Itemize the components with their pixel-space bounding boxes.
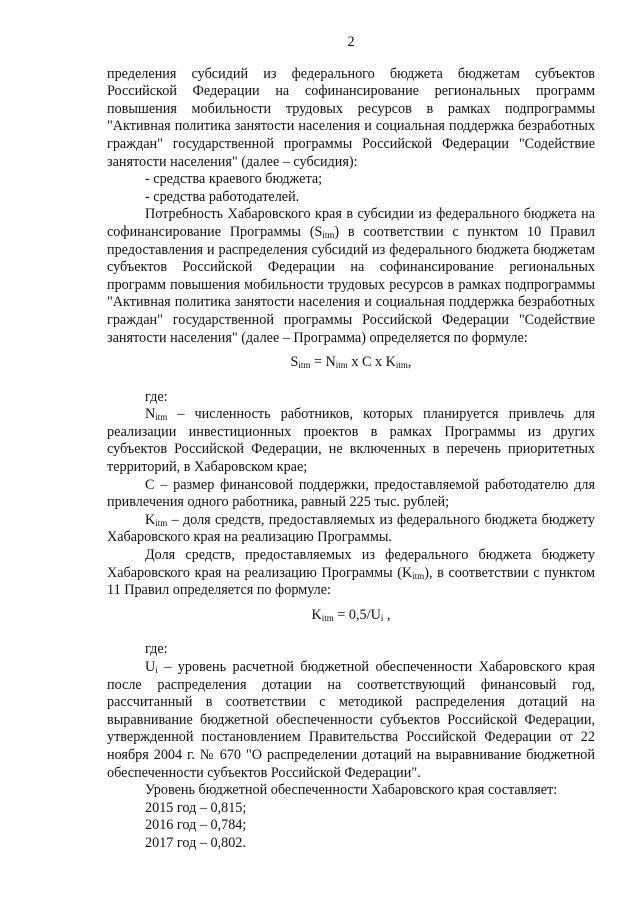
paragraph-share-part-b: ), в соответствии с пунктом 11 Правил определяется по формуле: [107, 564, 595, 599]
year-value-2015: 2015 год – 0,815; [145, 799, 247, 816]
paragraph-subsidy-need-part-b: ) в соответствии с пунктом 10 Правил предоставления и распределения субсидий из федерального бюджета бюджетам субъектов Российской Федерации на софинансирование региональных программ повышения мобильности трудовых ресурсов в рамках подпрограммы "Активная политика занятости населения и социальная поддержка безработных граждан" государственной программы Российской Федерации "Содействие занятости населения" (далее – Программа) определяется по формуле: [107, 223, 595, 346]
definition-u-sub: i [155, 665, 158, 675]
where-label-2: где: [145, 641, 168, 658]
definition-u-text: – уровень расчетной бюджетной обеспеченности Хабаровского края после распределения дотации на соответствующий финансовый год, рассчитанный в соответствии с методикой распределения дотаций на выравнивание бюджетной обеспеченности субъектов Российской Федерации, утвержденной постановлением Правительства Российской Федерации от 22 ноября 2004 г. № 670 "О распределении дотаций на выравнивание бюджетной обеспеченности субъектов Российской Федерации". [107, 659, 595, 781]
paragraph-subsidy-need-subscript: itm [322, 229, 335, 240]
paragraph-subsidy-need-part-a: Потребность Хабаровского края в субсидии из федерального бюджета на софинансирование Программы (S [107, 206, 595, 240]
formula2-eq: = 0,5/U [333, 606, 381, 623]
paragraph-share-part-a: Доля средств, предоставляемых из федерального бюджета бюджету Хабаровского края на реализацию Программы (K [107, 547, 595, 581]
formula-k-itm [107, 607, 595, 625]
list-item-regional-budget: - средства краевого бюджета; [145, 171, 323, 188]
definition-n-var: N [145, 406, 156, 423]
definition-n-itm [107, 406, 595, 476]
definition-n-text: – численность работников, которых планируется привлечь для реализации инвестиционных проектов в рамках Программы из других субъектов Российской Федерации, не включенных в перечень приоритетных территорий, в Хабаровском крае; [107, 406, 595, 476]
formula2-u-sub: i [380, 612, 384, 623]
formula-eq-n: = N [310, 354, 336, 371]
paragraph-share-of-funds [107, 547, 595, 600]
formula2-k-var: K [311, 606, 322, 623]
definition-k-var: K [145, 511, 156, 528]
formula2-k-sub: itm [321, 612, 334, 623]
formula-n-sub: itm [335, 360, 348, 371]
formula2-end: , [383, 606, 391, 623]
year-value-2016: 2016 год – 0,784; [145, 817, 247, 834]
definition-k-itm [107, 512, 595, 547]
definition-n-sub: itm [155, 412, 168, 423]
definition-c: С – размер финансовой поддержки, предоставляемой работодателю для привлечения одного работника, равный 225 тыс. рублей; [107, 476, 595, 511]
paragraph-subsidy-intro: пределения субсидий из федерального бюджета бюджетам субъектов Российской Федерации на софинансирование региональных программ повышения мобильности трудовых ресурсов в рамках подпрограммы "Активная политика занятости населения и социальная поддержка безработных граждан" государственной программы Российской Федерации "Содействие занятости населения" (далее – субсидия): [107, 65, 595, 170]
formula-s-sub: itm [298, 360, 311, 371]
document-page [107, 34, 595, 853]
definition-u-i [107, 659, 595, 782]
year-value-2017: 2017 год – 0,802. [145, 834, 246, 851]
formula-s-var: S [290, 354, 299, 371]
paragraph-budget-level: Уровень бюджетной обеспеченности Хабаровского края составляет: [145, 782, 558, 799]
spacer [107, 633, 595, 641]
definition-k-sub: itm [155, 517, 168, 528]
where-label-1: где: [145, 388, 168, 405]
formula-k-sub: itm [395, 360, 408, 371]
page-number: 2 [347, 34, 355, 50]
formula-mid: x C x K [347, 354, 396, 371]
formula-end: , [407, 354, 412, 371]
paragraph-subsidy-need [107, 206, 595, 347]
list-item-employers: - средства работодателей. [145, 188, 300, 205]
definition-u-var: U [145, 659, 156, 675]
paragraph-share-subscript: itm [412, 570, 425, 581]
formula-s-itm [107, 354, 595, 372]
spacer [107, 381, 595, 389]
definition-k-text: – доля средств, предоставляемых из федерального бюджета бюджету Хабаровского края на реализацию Программы. [107, 511, 595, 546]
